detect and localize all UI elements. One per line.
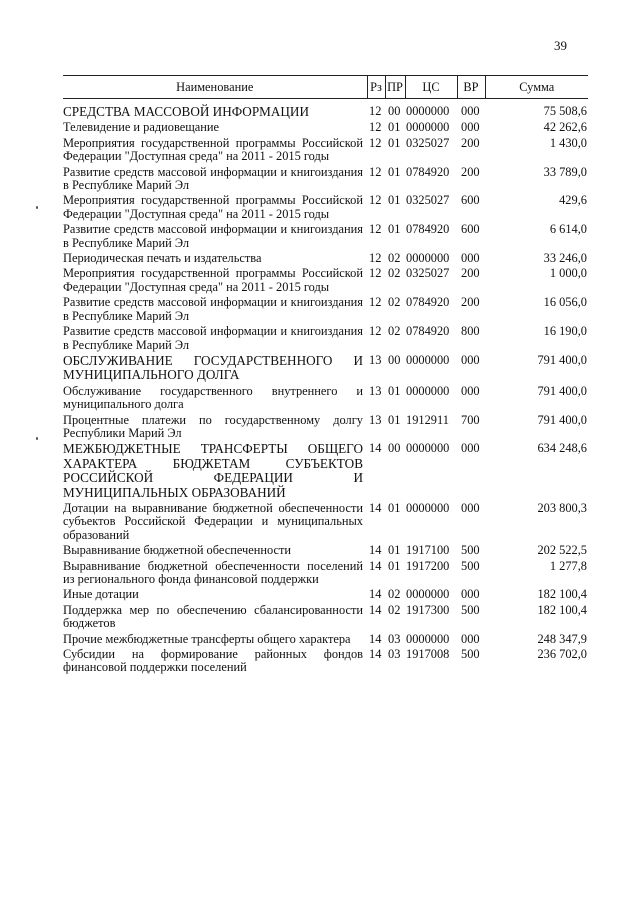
table-row: [63, 265, 588, 294]
row-pr: 02: [388, 251, 401, 266]
row-vr: 200: [461, 164, 480, 179]
table-row: [63, 119, 588, 134]
row-pr: 01: [388, 543, 401, 558]
header-name: Наименование: [63, 76, 367, 99]
row-vr: 000: [461, 104, 480, 118]
row-pr: 02: [388, 324, 401, 339]
row-sum: 182 100,4: [537, 602, 587, 617]
table-row: [63, 99, 588, 120]
row-sum: 791 400,0: [537, 412, 587, 427]
row-vr: 600: [461, 193, 480, 208]
table-row: [63, 542, 588, 557]
row-sum: 236 702,0: [537, 647, 587, 662]
header-rz: Рз: [367, 76, 385, 99]
row-cs: 1912911: [406, 412, 449, 427]
row-pr: 01: [388, 383, 401, 398]
row-cs: 1917200: [406, 558, 450, 573]
row-rz: 14: [369, 441, 382, 456]
row-vr: 500: [461, 602, 480, 617]
row-sum: 248 347,9: [537, 631, 587, 646]
row-name: Развитие средств массовой информации и книгоиздания в Республике Марий Эл: [63, 324, 363, 352]
header-pr: ПР: [385, 76, 405, 99]
row-pr: 00: [388, 352, 401, 367]
table-header: [63, 76, 588, 99]
row-pr: 01: [388, 500, 401, 515]
row-vr: 500: [461, 558, 480, 573]
row-sum: 16 190,0: [543, 324, 587, 339]
row-name: Обслуживание государственного внутреннего и муниципального долга: [63, 383, 363, 412]
table-row: [63, 412, 588, 441]
row-rz: 12: [369, 266, 382, 281]
table-body: [63, 99, 588, 675]
table-row: [63, 250, 588, 265]
row-rz: 14: [369, 631, 382, 646]
table-row: [63, 631, 588, 646]
row-cs: 0784920: [406, 164, 450, 179]
row-cs: 0000000: [406, 441, 450, 456]
row-name: Телевидение и радиовещание: [63, 120, 220, 135]
row-pr: 00: [388, 104, 401, 118]
row-pr: 01: [388, 558, 401, 573]
row-sum: 202 522,5: [537, 543, 587, 558]
row-name: Мероприятия государственной программы Российской Федерации "Доступная среда" на 2011 - 2015 годы: [63, 193, 363, 221]
table-row: [63, 323, 588, 352]
row-sum: 33 246,0: [543, 251, 587, 266]
row-sum: 1 000,0: [549, 266, 587, 281]
row-sum: 203 800,3: [537, 500, 587, 515]
table-row: [63, 440, 588, 500]
row-name: Субсидии на формирование районных фондов финансовой поддержки поселений: [63, 647, 363, 675]
row-name: ОБСЛУЖИВАНИЕ ГОСУДАРСТВЕННОГО И МУНИЦИПАЛЬНОГО ДОЛГА: [63, 352, 363, 383]
row-vr: 800: [461, 324, 480, 339]
row-cs: 0000000: [406, 631, 450, 646]
row-cs: 1917100: [406, 543, 450, 558]
row-cs: 1917008: [406, 647, 450, 662]
row-name: Поддержка мер по обеспечению сбалансированности бюджетов: [63, 602, 363, 631]
row-sum: 42 262,6: [543, 120, 587, 135]
row-cs: 0000000: [406, 120, 450, 135]
row-cs: 0000000: [406, 587, 450, 602]
row-sum: 634 248,6: [537, 441, 587, 456]
row-vr: 700: [461, 412, 480, 427]
row-name: Прочие межбюджетные трансферты общего характера: [63, 631, 351, 646]
row-cs: 0000000: [406, 500, 450, 515]
row-pr: 01: [388, 120, 401, 135]
row-cs: 0784920: [406, 295, 450, 310]
row-pr: 02: [388, 587, 401, 602]
row-rz: 12: [369, 251, 382, 266]
row-rz: 14: [369, 602, 382, 617]
row-cs: 0784920: [406, 324, 450, 339]
row-rz: 12: [369, 120, 382, 135]
row-cs: 0784920: [406, 222, 450, 237]
page-number: 39: [554, 38, 567, 53]
row-cs: 0325027: [406, 193, 450, 208]
row-pr: 01: [388, 193, 401, 208]
row-cs: 1917300: [406, 602, 450, 617]
table-row: [63, 500, 588, 542]
row-sum: 16 056,0: [543, 295, 587, 310]
row-vr: 000: [461, 587, 480, 602]
row-name: МЕЖБЮДЖЕТНЫЕ ТРАНСФЕРТЫ ОБЩЕГО ХАРАКТЕРА БЮДЖЕТАМ СУБЪЕКТОВ РОССИЙСКОЙ ФЕДЕРАЦИИ И МУНИЦИПАЛЬНЫХ ОБРАЗОВАНИЙ: [63, 441, 363, 500]
row-name: Выравнивание бюджетной обеспеченности: [63, 543, 292, 558]
row-sum: 791 400,0: [537, 383, 587, 398]
row-cs: 0000000: [406, 251, 450, 266]
row-cs: 0325027: [406, 266, 450, 281]
row-pr: 03: [388, 647, 401, 662]
row-rz: 14: [369, 587, 382, 602]
budget-table-wrapper: [63, 75, 588, 675]
row-cs: 0000000: [406, 352, 450, 367]
table-row: [63, 221, 588, 250]
row-pr: 02: [388, 295, 401, 310]
row-sum: 75 508,6: [543, 104, 587, 118]
row-name: Мероприятия государственной программы Российской Федерации "Доступная среда" на 2011 - 2015 годы: [63, 135, 363, 164]
row-vr: 000: [461, 500, 480, 515]
table-row: [63, 192, 588, 221]
scan-speck: [36, 206, 38, 209]
row-vr: 500: [461, 647, 480, 662]
table-row: [63, 646, 588, 675]
row-sum: 429,6: [559, 193, 587, 208]
row-rz: 12: [369, 135, 382, 150]
row-sum: 791 400,0: [537, 352, 587, 367]
row-pr: 01: [388, 412, 401, 427]
row-name: Выравнивание бюджетной обеспеченности поселений из регионального фонда финансовой поддержки: [63, 558, 363, 586]
row-rz: 14: [369, 558, 382, 573]
row-sum: 33 789,0: [543, 164, 587, 179]
row-rz: 12: [369, 222, 382, 237]
row-cs: 0000000: [406, 104, 450, 118]
row-cs: 0000000: [406, 383, 450, 398]
table-row: [63, 602, 588, 631]
row-name: Дотации на выравнивание бюджетной обеспеченности субъектов Российской Федерации и муниципальных образований: [63, 500, 363, 542]
row-vr: 200: [461, 135, 480, 150]
row-name: Периодическая печать и издательства: [63, 251, 262, 266]
row-rz: 12: [369, 193, 382, 208]
row-cs: 0325027: [406, 135, 450, 150]
row-rz: 14: [369, 543, 382, 558]
row-rz: 12: [369, 164, 382, 179]
table-row: [63, 558, 588, 587]
row-name: Процентные платежи по государственному долгу Республики Марий Эл: [63, 412, 363, 440]
row-sum: 1 277,8: [549, 558, 587, 573]
row-vr: 500: [461, 543, 480, 558]
row-vr: 000: [461, 441, 480, 456]
row-rz: 13: [369, 352, 382, 367]
row-name: Мероприятия государственной программы Российской Федерации "Доступная среда" на 2011 - 2015 годы: [63, 266, 363, 294]
row-name: Развитие средств массовой информации и книгоиздания в Республике Марий Эл: [63, 295, 363, 323]
header-vr: ВР: [457, 76, 485, 99]
table-row: [63, 135, 588, 164]
row-rz: 12: [369, 295, 382, 310]
row-pr: 02: [388, 266, 401, 281]
row-pr: 03: [388, 631, 401, 646]
row-name: Иные дотации: [63, 587, 139, 602]
row-name: СРЕДСТВА МАССОВОЙ ИНФОРМАЦИИ: [63, 104, 309, 119]
table-row: [63, 294, 588, 323]
row-vr: 000: [461, 352, 480, 367]
row-name: Развитие средств массовой информации и книгоиздания в Республике Марий Эл: [63, 222, 363, 250]
row-rz: 14: [369, 500, 382, 515]
row-rz: 12: [369, 324, 382, 339]
row-vr: 000: [461, 631, 480, 646]
row-vr: 000: [461, 251, 480, 266]
row-vr: 600: [461, 222, 480, 237]
table-row: [63, 586, 588, 601]
row-pr: 00: [388, 441, 401, 456]
row-rz: 13: [369, 383, 382, 398]
row-vr: 000: [461, 120, 480, 135]
budget-table: [63, 75, 588, 675]
row-vr: 000: [461, 383, 480, 398]
row-vr: 200: [461, 266, 480, 281]
row-pr: 01: [388, 222, 401, 237]
row-pr: 01: [388, 164, 401, 179]
table-row: [63, 164, 588, 193]
table-row: [63, 383, 588, 412]
row-name: Развитие средств массовой информации и книгоиздания в Республике Марий Эл: [63, 164, 363, 193]
header-cs: ЦС: [405, 76, 457, 99]
header-sum: Сумма: [485, 76, 588, 99]
table-row: [63, 352, 588, 383]
row-sum: 182 100,4: [537, 587, 587, 602]
scan-speck: [36, 437, 38, 440]
row-pr: 02: [388, 602, 401, 617]
row-sum: 6 614,0: [549, 222, 587, 237]
row-vr: 200: [461, 295, 480, 310]
row-pr: 01: [388, 135, 401, 150]
row-sum: 1 430,0: [549, 135, 587, 150]
row-rz: 13: [369, 412, 382, 427]
row-rz: 12: [369, 104, 382, 118]
row-rz: 14: [369, 647, 382, 662]
